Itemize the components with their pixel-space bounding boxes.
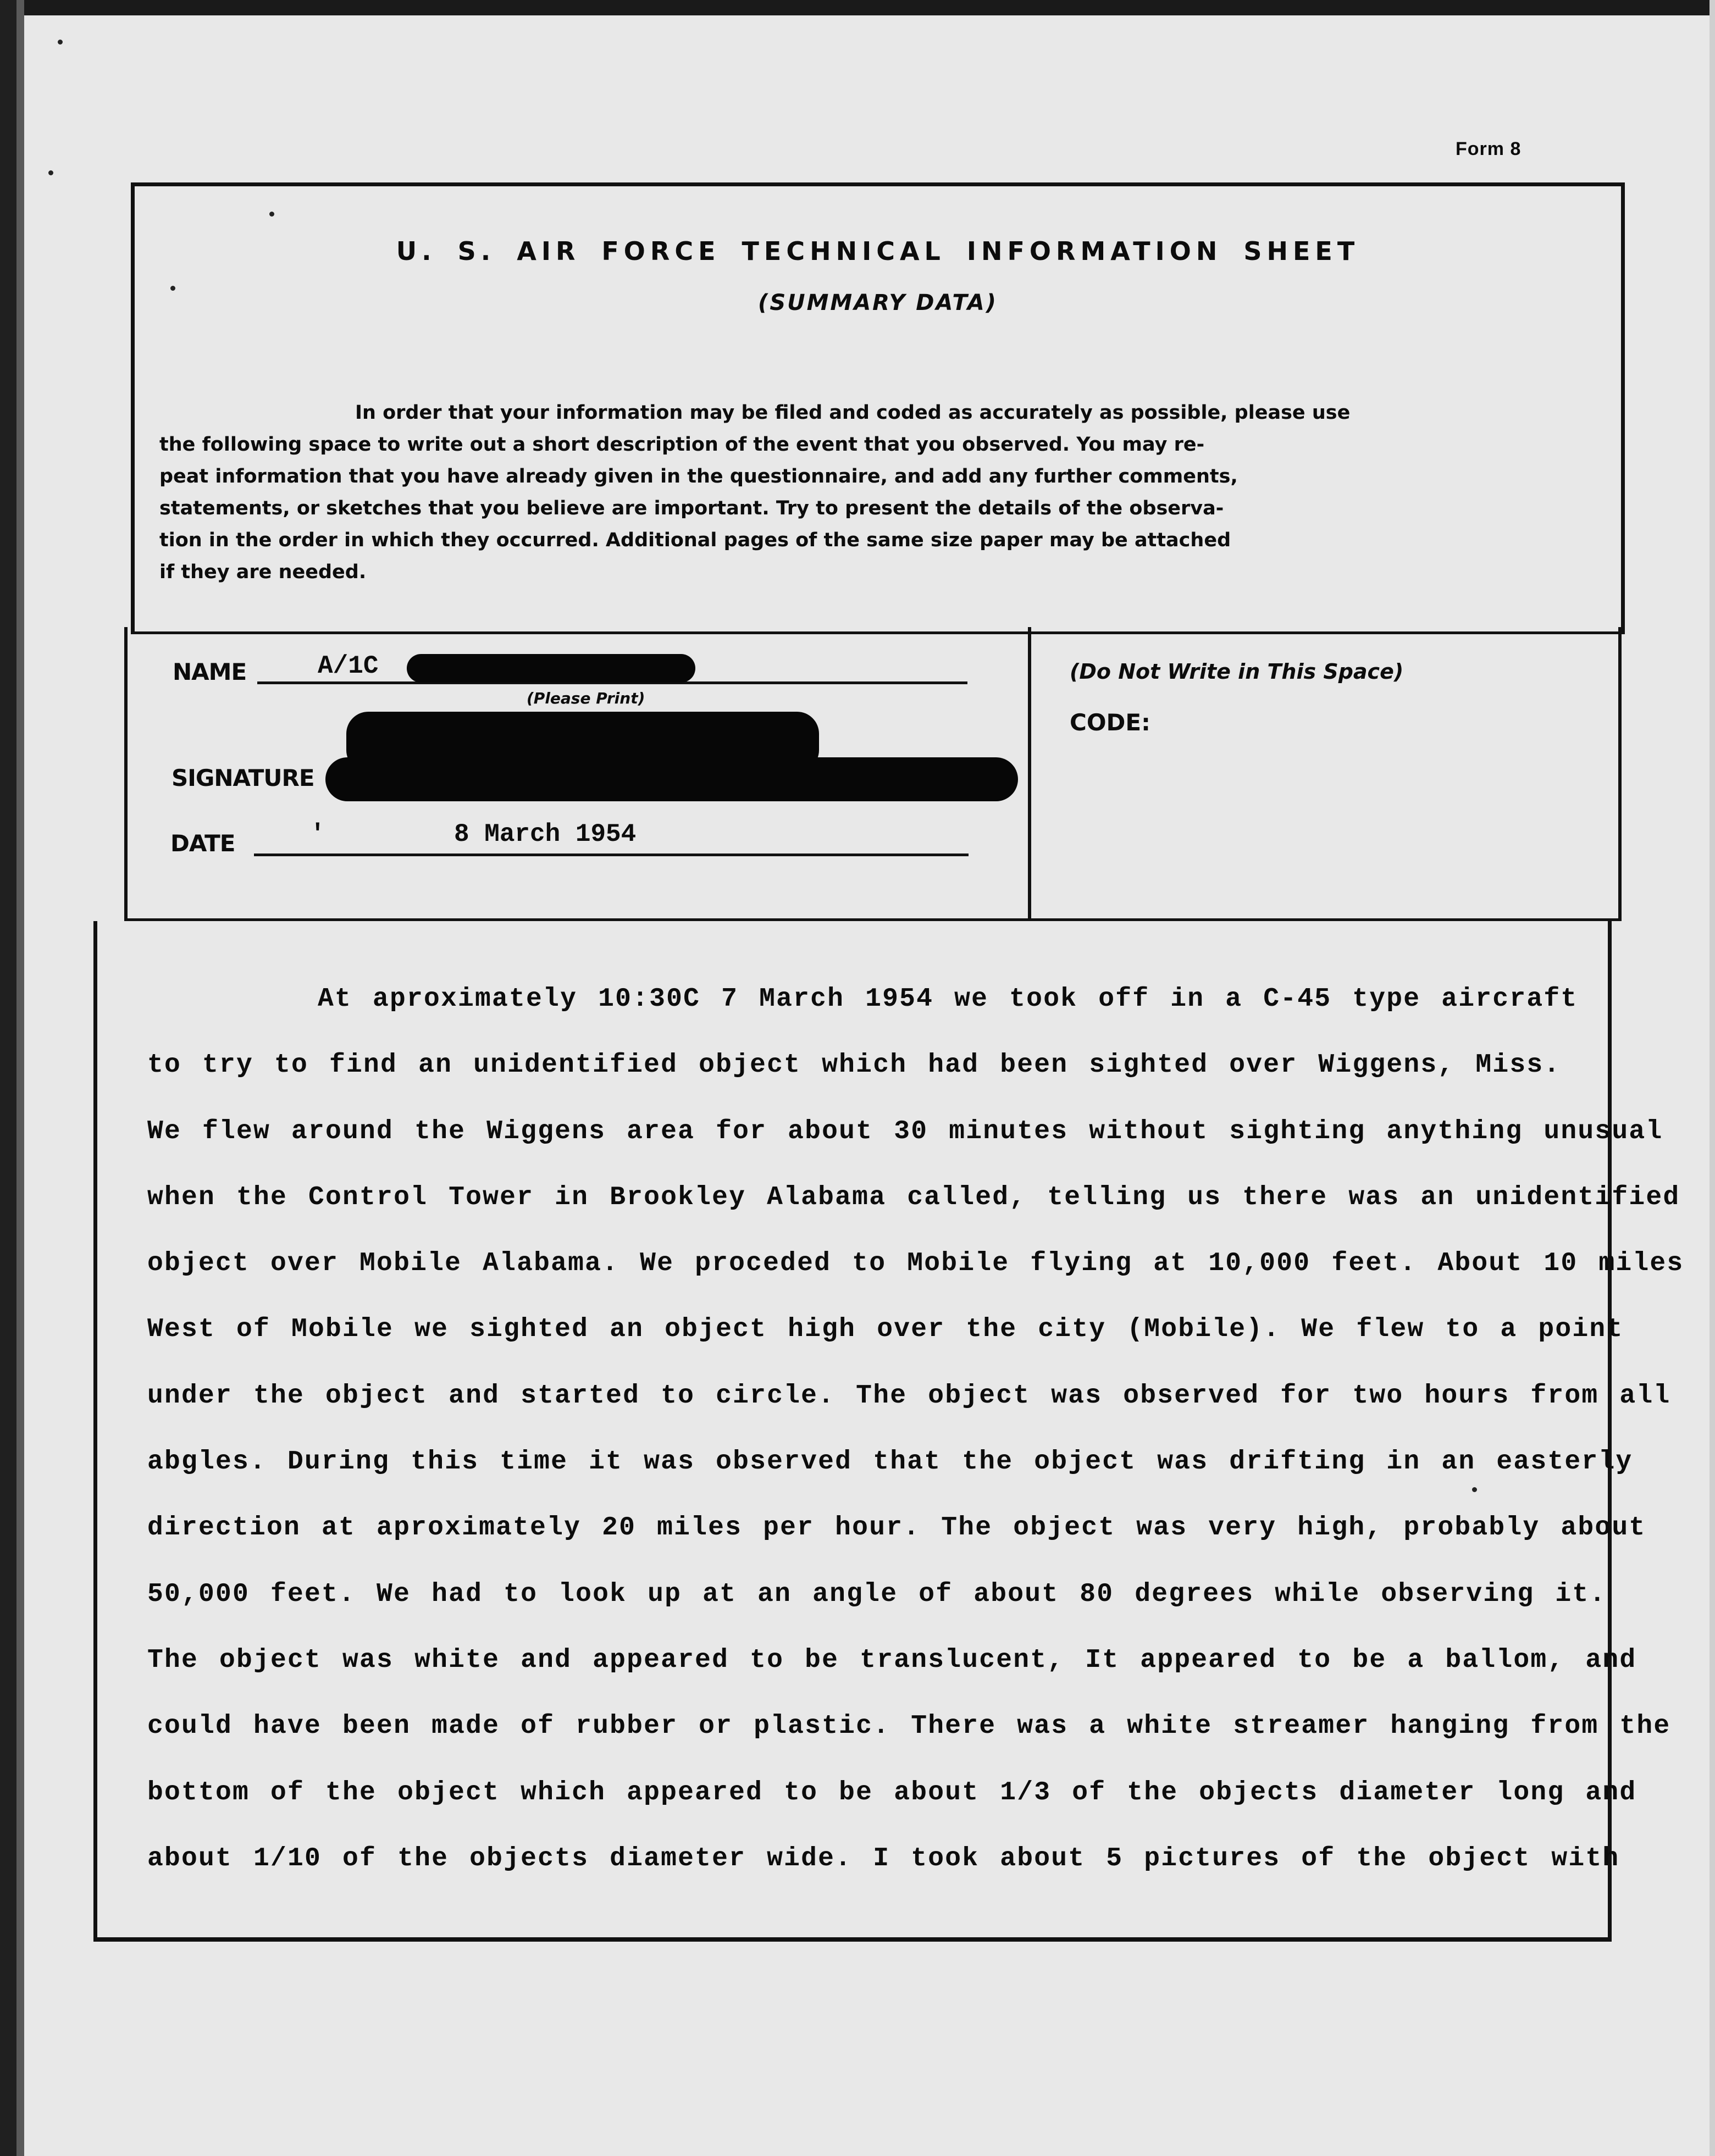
narrative-line: West of Mobile we sighted an object high over the city (Mobile). We flew to a point (147, 1315, 1624, 1345)
instructions-line: In order that your information may be filed and coded as accurately as possible, please use (355, 402, 1351, 424)
scan-edge-left (0, 0, 16, 2156)
identity-divider (1028, 627, 1031, 921)
code-label: CODE: (1070, 709, 1150, 736)
narrative-line: object over Mobile Alabama. We proceded to Mobile flying at 10,000 feet. About 10 miles (147, 1249, 1684, 1279)
narrative-line: The object was white and appeared to be translucent, It appeared to be a ballom, and (147, 1645, 1637, 1675)
form-title: U. S. AIR FORCE TECHNICAL INFORMATION SHEET (396, 236, 1360, 266)
date-field-line (254, 853, 969, 856)
name-redaction (407, 654, 695, 683)
form-number: Form 8 (1456, 138, 1522, 159)
signature-label: SIGNATURE (172, 764, 314, 791)
form-subtitle: (SUMMARY DATA) (758, 290, 998, 315)
scan-speck (48, 170, 53, 175)
narrative-line: to try to find an unidentified object which had been sighted over Wiggens, Miss. (147, 1050, 1561, 1080)
narrative-line: when the Control Tower in Brookley Alabama called, telling us there was an unidentified (147, 1182, 1680, 1212)
instructions-line: tion in the order in which they occurred. Additional pages of the same size paper may be attached (159, 529, 1231, 551)
narrative-line: direction at aproximately 20 miles per hour. The object was very high, probably about (147, 1513, 1646, 1543)
print-hint: (Please Print) (527, 689, 645, 707)
narrative-line: bottom of the object which appeared to be about 1/3 of the objects diameter long and (147, 1777, 1637, 1808)
instructions-text (159, 397, 1468, 588)
narrative-line: could have been made of rubber or plastic. There was a white streamer hanging from the (147, 1711, 1671, 1742)
instructions-line: the following space to write out a short description of the event that you observed. You may re- (159, 434, 1205, 456)
scan-edge-shadow (16, 0, 24, 2156)
instructions-line: statements, or sketches that you believe are important. Try to present the details of the observa- (159, 497, 1224, 519)
narrative-text (147, 966, 1684, 1892)
scan-edge-top (0, 0, 1715, 15)
narrative-line: We flew around the Wiggens area for about 30 minutes without sighting anything unusual (147, 1116, 1663, 1146)
name-label: NAME (173, 658, 247, 685)
narrative-line: 50,000 feet. We had to look up at an angle of about 80 degrees while observing it. (147, 1579, 1607, 1609)
instructions-line: peat information that you have already given in the questionnaire, and add any further comments, (159, 465, 1238, 487)
name-value: A/1C (318, 652, 379, 680)
signature-redaction (325, 757, 1018, 801)
date-mark: ' (310, 820, 325, 849)
scan-speck (58, 40, 63, 45)
narrative-line: At aproximately 10:30C 7 March 1954 we took off in a C-45 type aircraft (318, 984, 1578, 1014)
narrative-line: about 1/10 of the objects diameter wide. I took about 5 pictures of the object with (147, 1843, 1620, 1874)
narrative-line: abgles. During this time it was observed that the object was drifting in an easterly (147, 1447, 1633, 1477)
instructions-line: if they are needed. (159, 561, 367, 583)
date-value: 8 March 1954 (454, 820, 637, 849)
date-label: DATE (170, 830, 235, 857)
narrative-line: under the object and started to circle. The object was observed for two hours from all (147, 1381, 1671, 1411)
scan-edge-right (1710, 0, 1715, 2156)
office-use-note: (Do Not Write in This Space) (1070, 659, 1404, 684)
